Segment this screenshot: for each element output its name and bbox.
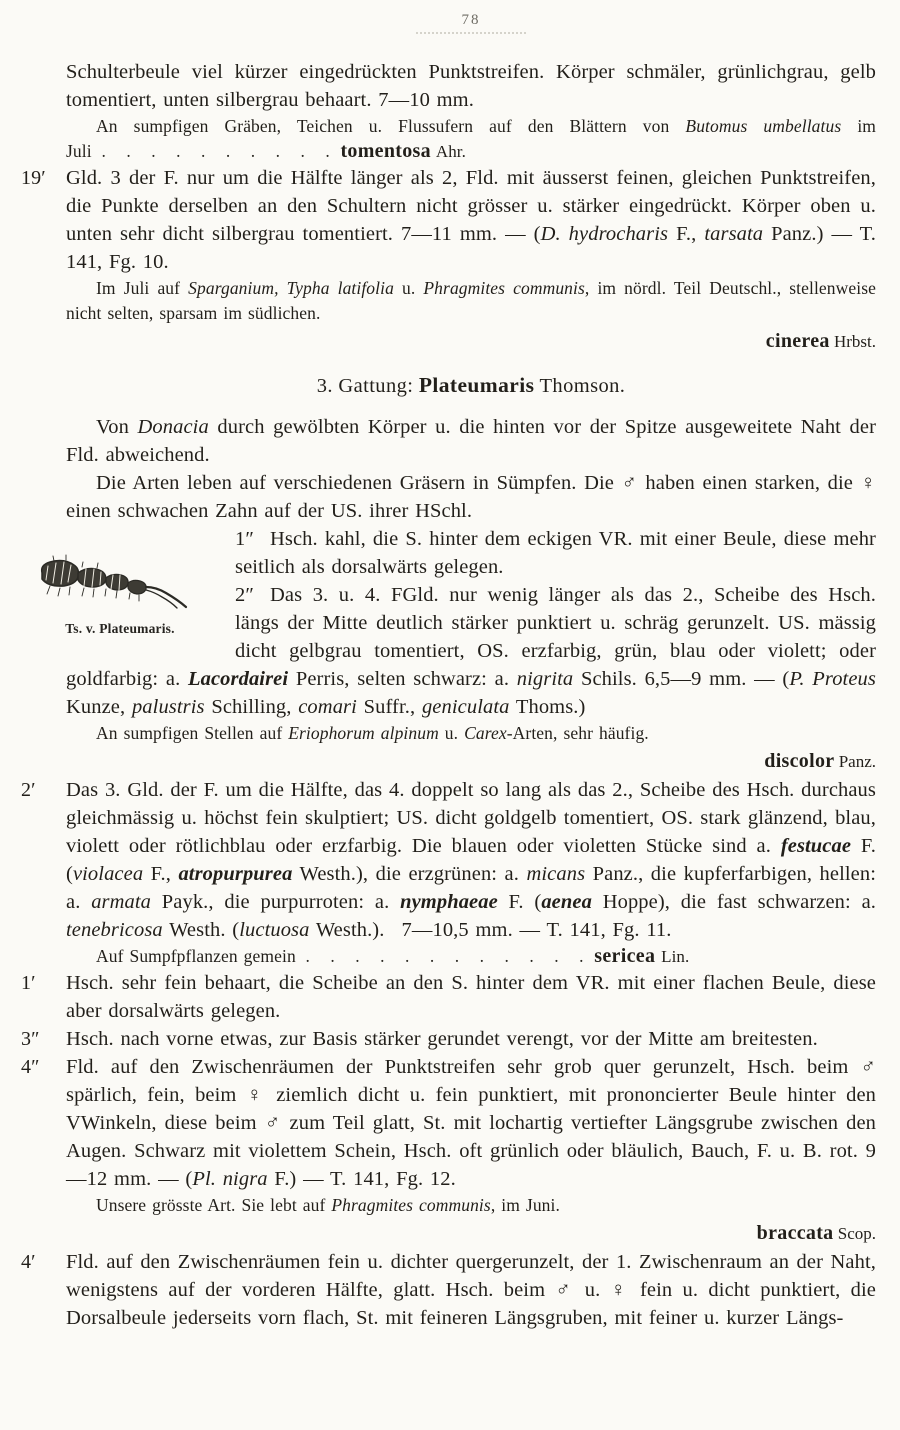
italic-term: Donacia [137,416,209,438]
italic-term: comari [298,696,357,718]
text-run: 3. Gattung: [316,375,419,397]
text-run: Schils. 6,5—9 mm. — ( [573,668,790,690]
text-run: Hsch. nach vorne etwas, zur Basis stärker gerundet verengt, vor der Mitte am breitesten. [66,1028,818,1050]
italic-term: Eriophorum alpinum [288,723,439,743]
paragraph [66,58,876,114]
species-entry [66,1219,876,1248]
italic-term: Sparganium, Typha latifolia [188,278,394,298]
text-run: F., [143,863,179,885]
text-run: Westh.). 7—10,5 mm. — T. 141, Fg. 11. [309,919,672,941]
bold-italic-term: atropurpurea [178,863,293,885]
species-author: Lin. [655,947,690,966]
key-entry [21,164,876,276]
text-run: Thomson. [534,375,626,397]
text-run: Thoms.) [509,696,586,718]
text-run: Schilling, [204,696,299,718]
text-run: F., [668,223,705,245]
dot-leader: . . . . . . . . . . [91,141,341,161]
bold-italic-term: Lacordairei [188,668,289,690]
italic-term: P. Proteus [789,668,876,690]
key-number: 4″ [21,1056,40,1078]
figure-caption: Ts. v. Plateumaris. [65,621,175,636]
text-run: Unsere grösste Art. Sie lebt auf [96,1195,332,1215]
key-entry [21,1053,876,1193]
text-run: Kunze, [66,696,132,718]
text-run: Hoppe), die fast schwarzen: a. [591,891,876,913]
text-run: -Arten, sehr häufig. [506,723,649,743]
text-run: F.) — T. 141, Fg. 12. [267,1168,456,1190]
key-entry [66,581,876,721]
text-run: An sumpfigen Stellen auf [96,723,289,743]
key-entry [21,1248,876,1332]
page-header [66,12,876,34]
species-name: cinerea [765,330,830,352]
key-number: 1′ [21,972,36,994]
paragraph [66,114,876,164]
key-entry [66,525,876,581]
text-run: Panz., die kupferfarbigen, hellen: a. [66,863,877,913]
italic-term: armata [91,891,152,913]
text-run: Panz.) — T. 141, Fg. 10. [66,223,876,273]
text-run: u. [393,278,424,298]
key-number: 2′ [21,779,36,801]
italic-term: violacea [72,863,144,885]
text-run: Payk., die purpurroten: a. [151,891,401,913]
text-run: Gld. 3 der F. nur um die Hälfte länger als 2, Fld. mit äusserst feinen, gleichen Punktstreifen, die Punkte derselben an den Schultern nicht grösser u. stärker eingedrückt. Körper oben u. unten sehr dicht silbergrau tomentiert. 7—11 mm. — ( [66,167,876,245]
text-run: Hsch. sehr fein behaart, die Scheibe an den S. hinter dem VR. mit einer flachen Beule, diese aber dorsalwärts gelegen. [66,972,876,1022]
italic-term: Pl. nigra [192,1168,268,1190]
text-run: Schulterbeule viel kürzer eingedrückten Punktstreifen. Körper schmäler, grünlichgrau, gelb tomentiert, unten silbergrau behaart. 7—10 mm. [66,61,876,111]
text-run: Hsch. kahl, die S. hinter dem eckigen VR. mit einer Beule, diese mehr seitlich als dorsalwärts gelegen. [235,528,876,578]
text-run: Das 3. Gld. der F. um die Hälfte, das 4. doppelt so lang als das 2., Scheibe des Hsch. durchaus gleichmässig u. höchst fein skulptiert; US. dicht goldgelb tomentiert, OS. stark glänzend, blau, violett oder rötlichblau oder erzfarbig. Die blauen oder violetten Stücke sind a. [66,779,876,857]
italic-term: Phragmites communis [331,1195,491,1215]
species-entry [66,747,876,776]
italic-term: Carex [464,723,507,743]
genus-heading [66,371,876,400]
key-number: 1″ [235,528,254,550]
scan-artifact-line [416,32,526,34]
species-author: Ahr. [430,142,466,161]
text-run: Fld. auf den Zwischenräumen der Punktstreifen sehr grob quer gerunzelt, Hsch. beim ♂ spärlich, fein, beim ♀ ziemlich dicht u. fein punktiert, mit prononcierter Beule hinter den VWinkeln, diese beim ♂ zum Teil glatt, St. mit lochartig vertiefter Längsgrube zwischen den Augen. Schwarz mit violettem Schein, Hsch. oft grünlich oder bläulich, Bauch, F. u. B. rot. 9—12 mm. — ( [66,1056,876,1190]
text-run: Das 3. u. 4. FGld. nur wenig länger als das 2., Scheibe des Hsch. längs der Mitte deutlich stärker punktiert u. schräg gerunzelt. US. mässig dicht gelbgrau tomentiert, OS. erzfarbig, grün, blau oder violett; oder goldfarbig: a. [66,584,876,690]
text-run: , im nördl. Teil Deutschl., stellenweise nicht selten, sparsam im südlichen. [66,278,876,323]
species-name: braccata [756,1222,834,1244]
paragraph [66,721,876,746]
italic-term: Phragmites communis [423,278,585,298]
italic-term: tarsata [704,223,764,245]
italic-term: geniculata [421,696,510,718]
species-name: tomentosa [340,140,431,162]
species-name: discolor [764,750,835,772]
text-run: F. ( [497,891,542,913]
key-number: 2″ [235,584,254,606]
text-run: , im Juni. [490,1195,560,1215]
key-number: 4′ [21,1251,36,1273]
key-entry [21,969,876,1025]
italic-term: nigrita [516,668,574,690]
text-run: u. [438,723,465,743]
key-entry [21,1025,876,1053]
species-entry [66,327,876,356]
italic-term: luctuosa [239,919,310,941]
italic-term: Butomus umbellatus [685,116,842,136]
text-run: Fld. auf den Zwischenräumen fein u. dichter quergerunzelt, der 1. Zwischenraum an der Naht, wenigstens auf der vorderen Hälfte, glatt. Hsch. beim ♂ u. ♀ fein u. dicht punktiert, die Dorsalbeule jederseits vorn flach, St. mit feineren Längsgruben, mit feiner u. kurzer Längs- [66,1251,876,1329]
paragraph [66,944,876,969]
text-run: Die Arten leben auf verschiedenen Gräsern in Sümpfen. Die ♂ haben einen starken, die ♀ einen schwachen Zahn auf der US. ihrer HSchl. [66,472,876,522]
page-number: 78 [461,12,481,28]
text-column [21,58,877,1332]
bold-italic-term: nymphaeae [400,891,498,913]
paragraph [66,469,876,525]
italic-term: tenebricosa [66,919,163,941]
text-run: Westh.), die erzgrünen: a. [292,863,527,885]
text-run: Westh. ( [162,919,240,941]
species-name: sericea [594,945,656,967]
text-run: F. ( [66,835,876,885]
paragraph [66,276,876,326]
text-run: An sumpfigen Gräben, Teichen u. Flussufern auf den Blättern von [96,116,686,136]
paragraph [66,1193,876,1218]
key-number: 3″ [21,1028,40,1050]
text-run: Auf Sumpfpflanzen gemein [96,946,296,966]
paragraph [66,413,876,469]
species-author: Hrbst. [829,332,876,351]
dot-leader: . . . . . . . . . . . . [295,946,595,966]
text-run: Im Juli auf [96,278,189,298]
italic-term: palustris [131,696,205,718]
text-run: im Juli [66,116,877,161]
text-run: durch gewölbten Körper u. die hinten vor der Spitze ausgeweitete Naht der Fld. abweichend. [66,416,876,466]
bold-italic-term: aenea [541,891,592,913]
text-run: Suffr., [356,696,422,718]
italic-term: micans [526,863,586,885]
key-number: 19′ [21,167,46,189]
species-author: Panz. [834,752,876,771]
text-run: Perris, selten schwarz: a. [288,668,517,690]
key-entry [21,776,877,944]
text-run: Von [96,416,138,438]
bold-italic-term: festucae [780,835,852,857]
species-author: Scop. [833,1224,876,1243]
bold-text: Plateumaris [418,373,535,397]
italic-term: D. hydrocharis [540,223,669,245]
